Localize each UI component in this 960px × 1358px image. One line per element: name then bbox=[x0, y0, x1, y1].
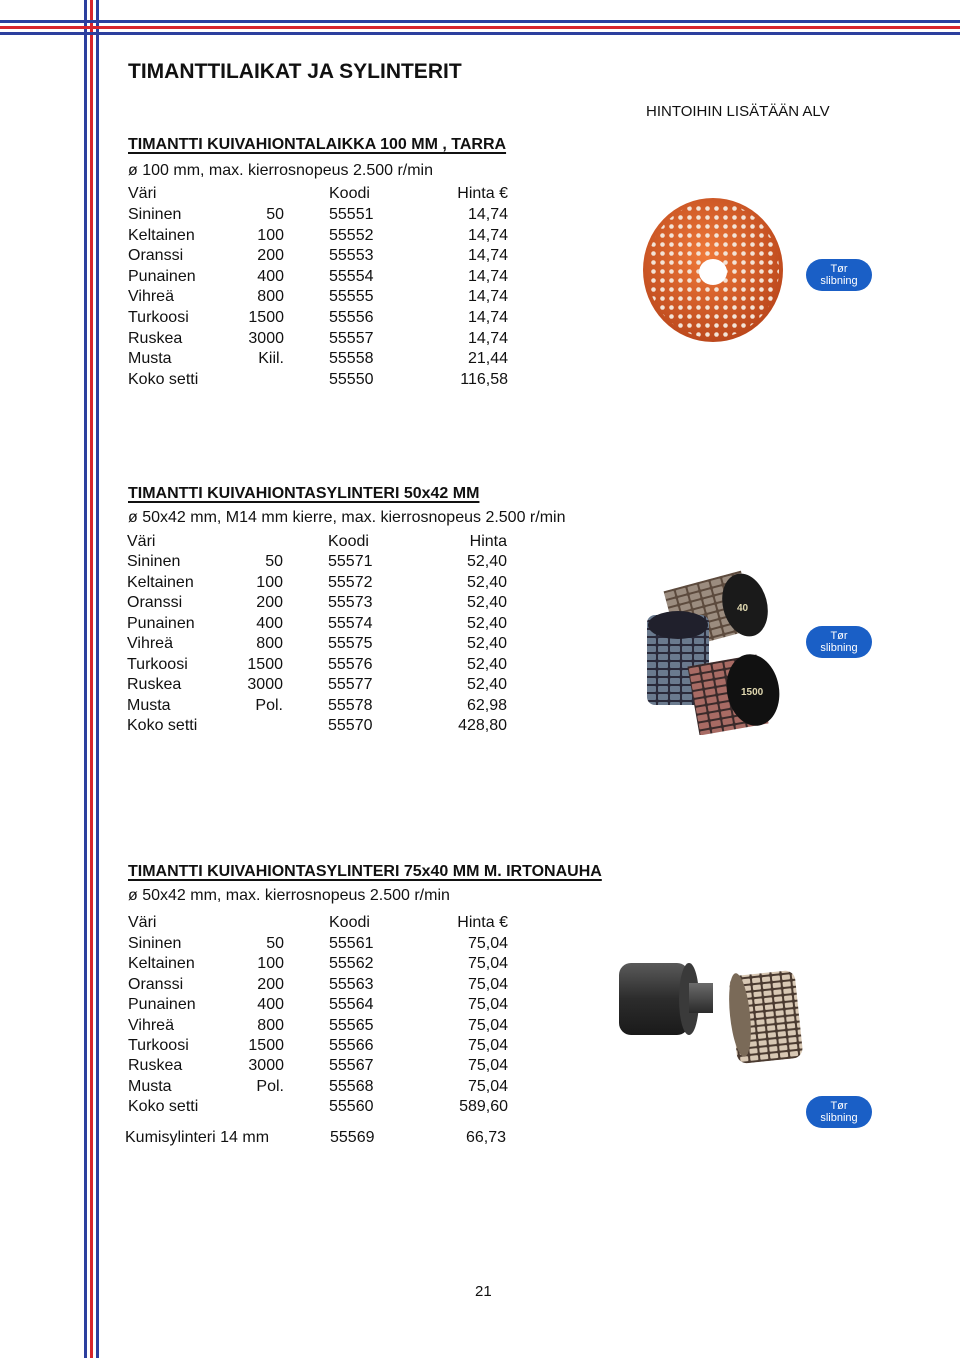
cell-code: 55572 bbox=[328, 573, 373, 591]
cell-color: Turkoosi bbox=[128, 1037, 189, 1054]
table-row bbox=[127, 553, 527, 573]
cell-grit: 400 bbox=[256, 614, 283, 632]
cell-grit: 50 bbox=[265, 553, 283, 570]
cell-price: 116,58 bbox=[460, 370, 508, 388]
cell-code: 55577 bbox=[328, 676, 373, 693]
cell-price: 14,74 bbox=[467, 206, 508, 223]
cell-price: 21,44 bbox=[467, 350, 508, 368]
cell-color: Musta bbox=[127, 696, 171, 714]
table-header-row bbox=[128, 914, 528, 934]
cell-price: 14,74 bbox=[467, 247, 508, 265]
cell-grit: 400 bbox=[257, 267, 284, 285]
cell-code: 55554 bbox=[329, 267, 374, 285]
cell-color: Sininen bbox=[128, 935, 182, 952]
table-row bbox=[127, 697, 527, 717]
frame-line-blue-3 bbox=[0, 20, 960, 23]
table-header-row bbox=[128, 185, 528, 205]
table-row bbox=[127, 594, 527, 614]
header-price: Hinta € bbox=[457, 185, 508, 202]
cell-color: Ruskea bbox=[128, 329, 183, 347]
table-row bbox=[128, 1037, 528, 1057]
cell-color: Oranssi bbox=[128, 975, 184, 993]
extra-product-price: 66,73 bbox=[465, 1129, 506, 1146]
cell-grit: 1500 bbox=[248, 309, 284, 326]
sanding-cylinders-image bbox=[645, 565, 795, 735]
frame-line-blue-2 bbox=[96, 0, 99, 1358]
cell-color: Punainen bbox=[127, 614, 195, 632]
cell-price: 14,74 bbox=[467, 267, 508, 285]
cell-color: Turkoosi bbox=[128, 309, 189, 326]
table-row bbox=[128, 206, 528, 226]
cell-code: 55563 bbox=[329, 975, 374, 993]
cell-grit: 3000 bbox=[248, 329, 284, 347]
cell-grit: 100 bbox=[256, 573, 283, 591]
cell-grit: 3000 bbox=[248, 1057, 284, 1075]
section-2-title: TIMANTTI KUIVAHIONTASYLINTERI 50x42 MM bbox=[128, 485, 480, 502]
header-price: Hinta bbox=[469, 533, 507, 550]
cell-code: 55568 bbox=[329, 1077, 374, 1095]
cell-price: 52,40 bbox=[466, 614, 507, 632]
cell-grit: 50 bbox=[266, 206, 284, 223]
cell-color: Koko setti bbox=[127, 717, 198, 734]
cell-grit: 100 bbox=[257, 226, 284, 244]
cell-grit: 200 bbox=[257, 975, 284, 993]
cell-grit: 800 bbox=[257, 288, 284, 306]
cell-color: Koko setti bbox=[128, 370, 199, 388]
cell-color: Punainen bbox=[128, 267, 196, 285]
cell-price: 52,40 bbox=[466, 594, 507, 611]
cell-color: Koko setti bbox=[128, 1098, 199, 1116]
cell-color: Keltainen bbox=[127, 573, 194, 591]
cell-code: 55558 bbox=[329, 350, 374, 368]
section-1-subtitle: ø 100 mm, max. kierrosnopeus 2.500 r/min bbox=[128, 162, 434, 179]
table-row bbox=[128, 268, 528, 288]
header-price: Hinta € bbox=[457, 914, 508, 931]
cell-price: 14,74 bbox=[467, 288, 508, 306]
cell-grit: 50 bbox=[266, 935, 284, 952]
cell-price: 75,04 bbox=[467, 1077, 508, 1095]
cell-price: 14,74 bbox=[467, 309, 508, 326]
table-row bbox=[128, 350, 528, 370]
cell-color: Ruskea bbox=[127, 676, 182, 693]
cell-grit: 100 bbox=[257, 955, 284, 973]
frame-line-blue-4 bbox=[0, 32, 960, 35]
sanding-disc-image bbox=[640, 195, 786, 345]
cell-code: 55553 bbox=[329, 247, 374, 265]
cell-grit: Pol. bbox=[256, 1077, 284, 1095]
cell-grit: 400 bbox=[257, 996, 284, 1014]
cell-code: 55555 bbox=[329, 288, 374, 306]
table-row bbox=[128, 309, 528, 329]
cell-color: Oranssi bbox=[127, 594, 183, 611]
page-title: TIMANTTILAIKAT JA SYLINTERIT bbox=[128, 60, 462, 83]
cell-grit: 3000 bbox=[247, 676, 283, 693]
cell-grit: Kiil. bbox=[258, 350, 284, 368]
dry-sanding-badge-1 bbox=[806, 259, 872, 291]
frame-line-blue-1 bbox=[84, 0, 87, 1358]
table-row bbox=[128, 330, 528, 350]
cell-grit: 200 bbox=[256, 594, 283, 611]
table-row bbox=[127, 574, 527, 594]
table-row bbox=[128, 996, 528, 1016]
table-row bbox=[128, 1098, 528, 1118]
cell-code: 55552 bbox=[329, 226, 374, 244]
table-row bbox=[128, 371, 528, 391]
table-row bbox=[127, 635, 527, 655]
cell-code: 55551 bbox=[329, 206, 374, 223]
cell-code: 55576 bbox=[328, 655, 373, 673]
rubber-cylinder-image bbox=[615, 955, 805, 1065]
badge-line1: Tør bbox=[830, 263, 848, 275]
table-row bbox=[127, 717, 527, 737]
cell-price: 75,04 bbox=[467, 935, 508, 952]
table-row bbox=[128, 955, 528, 975]
cell-color: Musta bbox=[128, 1077, 172, 1095]
cell-color: Keltainen bbox=[128, 955, 195, 973]
table-row bbox=[128, 1078, 528, 1098]
cell-color: Ruskea bbox=[128, 1057, 183, 1075]
cell-price: 52,40 bbox=[466, 676, 507, 693]
cell-price: 52,40 bbox=[466, 553, 507, 570]
cell-price: 75,04 bbox=[467, 1016, 508, 1034]
cell-color: Keltainen bbox=[128, 226, 195, 244]
table-row bbox=[128, 227, 528, 247]
section-2-subtitle: ø 50x42 mm, M14 mm kierre, max. kierrosnopeus 2.500 r/min bbox=[128, 509, 566, 526]
cell-price: 52,40 bbox=[466, 573, 507, 591]
cell-grit: 1500 bbox=[247, 655, 283, 673]
header-color: Väri bbox=[128, 185, 157, 202]
header-color: Väri bbox=[128, 914, 157, 931]
cell-color: Musta bbox=[128, 350, 172, 368]
cell-code: 55570 bbox=[328, 717, 373, 734]
cell-code: 55574 bbox=[328, 614, 373, 632]
table-row bbox=[128, 288, 528, 308]
cell-color: Sininen bbox=[127, 553, 181, 570]
section-3-subtitle: ø 50x42 mm, max. kierrosnopeus 2.500 r/min bbox=[128, 887, 450, 904]
badge-line2: slibning bbox=[820, 642, 858, 654]
table-row bbox=[128, 976, 528, 996]
cell-grit: Pol. bbox=[255, 696, 283, 714]
cell-color: Vihreä bbox=[127, 635, 173, 652]
cell-code: 55566 bbox=[329, 1037, 374, 1054]
cell-code: 55565 bbox=[329, 1016, 374, 1034]
cell-code: 55573 bbox=[328, 594, 373, 611]
cell-color: Vihreä bbox=[128, 288, 174, 306]
header-code: Koodi bbox=[329, 185, 370, 202]
cell-price: 75,04 bbox=[467, 1037, 508, 1054]
cell-code: 55567 bbox=[329, 1057, 374, 1075]
cell-price: 428,80 bbox=[458, 717, 507, 734]
section-1-title: TIMANTTI KUIVAHIONTALAIKKA 100 MM , TARRA bbox=[128, 136, 507, 153]
badge-line2: slibning bbox=[820, 1112, 858, 1124]
badge-line1: Tør bbox=[830, 1100, 848, 1112]
cell-price: 75,04 bbox=[467, 1057, 508, 1075]
cell-price: 14,74 bbox=[467, 329, 508, 347]
table-header-row bbox=[127, 533, 527, 553]
table-row bbox=[127, 676, 527, 696]
cell-code: 55578 bbox=[328, 696, 373, 714]
cell-price: 52,40 bbox=[466, 635, 507, 652]
header-code: Koodi bbox=[328, 533, 369, 550]
cell-grit: 1500 bbox=[248, 1037, 284, 1054]
extra-product-label: Kumisylinteri 14 mm bbox=[125, 1129, 270, 1146]
frame-line-red-1 bbox=[90, 0, 93, 1358]
cell-color: Vihreä bbox=[128, 1016, 174, 1034]
cell-code: 55564 bbox=[329, 996, 374, 1014]
frame-line-red-2 bbox=[0, 26, 960, 29]
cell-price: 75,04 bbox=[467, 996, 508, 1014]
cell-color: Sininen bbox=[128, 206, 182, 223]
cell-code: 55556 bbox=[329, 309, 374, 326]
cell-color: Punainen bbox=[128, 996, 196, 1014]
header-code: Koodi bbox=[329, 914, 370, 931]
cell-code: 55571 bbox=[328, 553, 373, 570]
dry-sanding-badge-2 bbox=[806, 626, 872, 658]
table-row bbox=[128, 247, 528, 267]
cell-code: 55550 bbox=[329, 370, 374, 388]
roller-label-b: 1500 bbox=[741, 687, 764, 698]
table-row bbox=[128, 935, 528, 955]
table-row bbox=[127, 615, 527, 635]
dry-sanding-badge-3 bbox=[806, 1096, 872, 1128]
cell-color: Oranssi bbox=[128, 247, 184, 265]
cell-code: 55562 bbox=[329, 955, 374, 973]
extra-product-code: 55569 bbox=[330, 1129, 375, 1146]
cell-grit: 200 bbox=[257, 247, 284, 265]
table-row bbox=[128, 1057, 528, 1077]
cell-code: 55561 bbox=[329, 935, 374, 952]
table-row bbox=[128, 1017, 528, 1037]
cell-price: 75,04 bbox=[467, 955, 508, 973]
vat-note: HINTOIHIN LISÄTÄÄN ALV bbox=[646, 103, 830, 120]
extra-product-row bbox=[125, 1129, 525, 1149]
cell-code: 55560 bbox=[329, 1098, 374, 1116]
cell-price: 62,98 bbox=[466, 696, 507, 714]
table-row bbox=[127, 656, 527, 676]
roller-label-a: 40 bbox=[737, 603, 749, 614]
cell-price: 52,40 bbox=[466, 655, 507, 673]
cell-grit: 800 bbox=[257, 1016, 284, 1034]
cell-code: 55575 bbox=[328, 635, 373, 652]
cell-color: Turkoosi bbox=[127, 655, 188, 673]
cell-price: 75,04 bbox=[467, 975, 508, 993]
header-color: Väri bbox=[127, 533, 156, 550]
cell-price: 589,60 bbox=[459, 1098, 508, 1116]
badge-line1: Tør bbox=[830, 630, 848, 642]
badge-line2: slibning bbox=[820, 275, 858, 287]
section-3-title: TIMANTTI KUIVAHIONTASYLINTERI 75x40 MM M. IRTONAUHA bbox=[128, 863, 602, 880]
cell-grit: 800 bbox=[256, 635, 283, 652]
page-number: 21 bbox=[475, 1283, 492, 1300]
cell-price: 14,74 bbox=[467, 226, 508, 244]
cell-code: 55557 bbox=[329, 329, 374, 347]
